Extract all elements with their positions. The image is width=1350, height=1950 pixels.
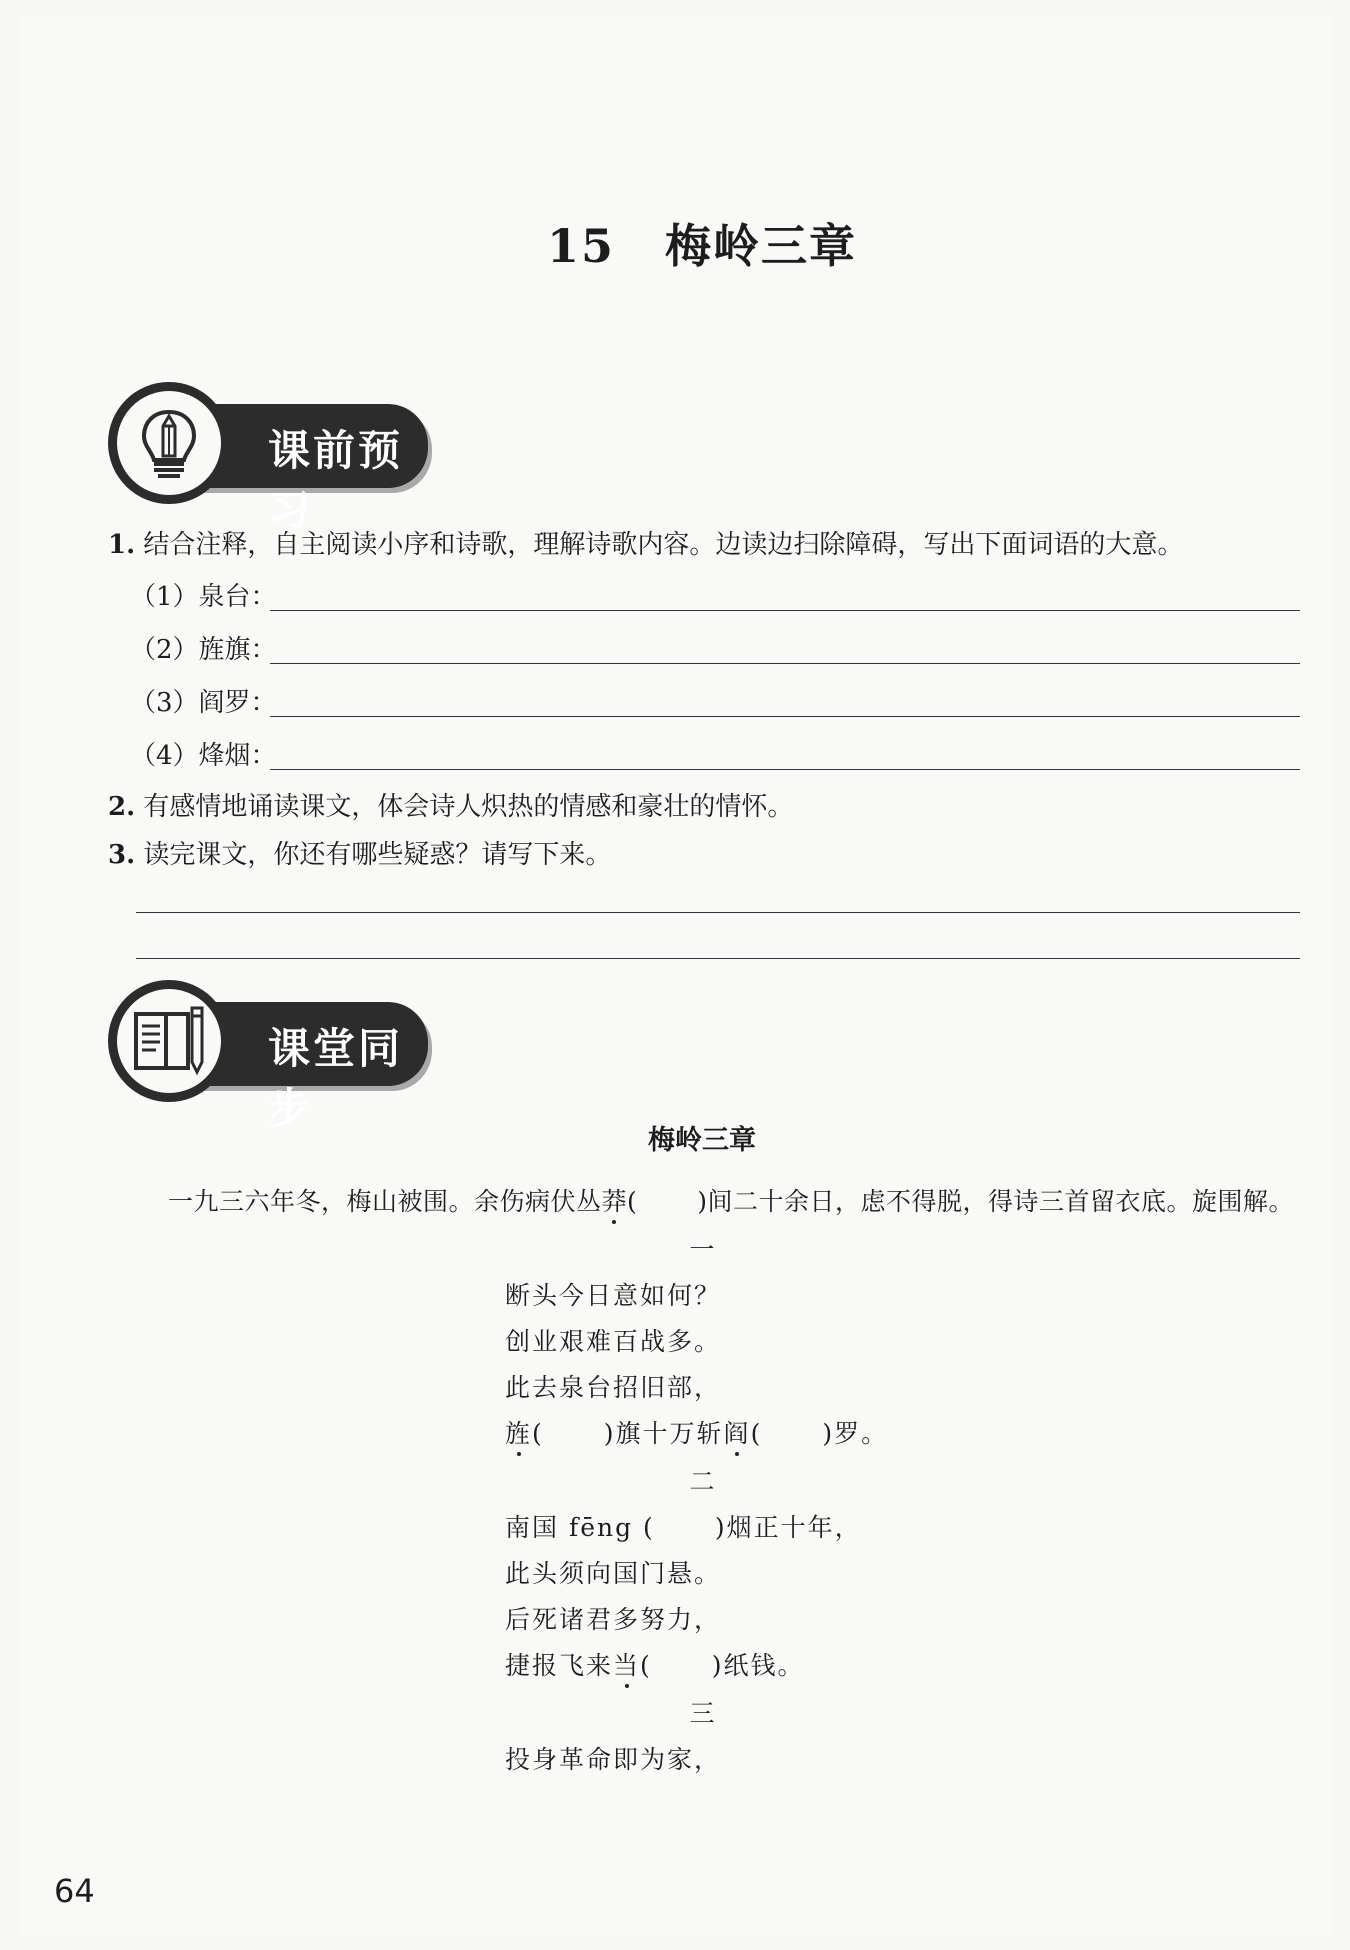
bracket: ( [750,1419,763,1448]
section-banner-preview [108,382,428,535]
stanza-number: 二 [689,1467,715,1496]
stanza-number: 三 [689,1699,715,1728]
lightbulb-pencil-icon [130,404,208,482]
verse-text: )罗。 [822,1419,889,1448]
answer-line[interactable] [136,958,1300,959]
question-text: 读完课文，你还有哪些疑惑？请写下来。 [143,840,612,870]
verse-text: )旗十万斩 [603,1419,724,1448]
bracket: ( [640,1651,652,1680]
verse-line: 创业艰难百战多。 [505,1327,722,1356]
verse-line: 后死诸君多努力， [505,1605,722,1634]
answer-line[interactable] [270,663,1300,664]
verse-line: 此去泉台招旧部， [505,1373,722,1402]
banner-disc [108,382,230,504]
answer-line[interactable] [270,610,1300,611]
vocab-item [130,735,1300,775]
poem-title: 梅岭三章 [648,1125,756,1156]
verse-text: 南国 fēng ( [505,1513,655,1542]
question-text: 有感情地诵读课文，体会诗人炽热的情感和豪壮的情怀。 [143,792,794,822]
answer-line[interactable] [136,912,1300,913]
question-text: 结合注释，自主阅读小序和诗歌，理解诗歌内容。边读边扫除障碍，写出下面词语的大意。 [143,530,1184,560]
verse-text: )纸钱。 [711,1651,805,1680]
answer-line[interactable] [270,716,1300,717]
question-number: 2. [108,792,136,822]
section-banner-class [108,980,428,1133]
dotted-char: 莽 [601,1187,628,1216]
vocab-item [130,682,1300,722]
banner-disc [108,980,230,1102]
stanza-number: 一 [689,1235,715,1264]
verse-line: 此头须向国门悬。 [505,1559,722,1588]
page-number: 64 [54,1872,95,1910]
book-pencil-icon [130,1002,208,1080]
vocab-item [130,629,1300,669]
verse-line [505,1508,862,1544]
section-label: 课前预习 [268,426,404,535]
question-2 [108,790,793,824]
vocab-label: （2）旌旗： [130,635,277,665]
dotted-char: 旌 [505,1419,533,1448]
verse-text: 捷报飞来 [505,1651,614,1680]
vocab-label: （4）烽烟： [130,741,277,771]
question-1 [108,528,1183,562]
verse-line [505,1414,888,1450]
question-3 [108,838,611,872]
vocab-item [130,576,1300,616]
verse-text: )烟正十年， [714,1513,862,1542]
dotted-char: 当 [613,1651,641,1680]
section-label: 课堂同步 [268,1024,404,1133]
bracket: ( [532,1419,544,1448]
lesson-title [0,210,1350,276]
verse-line: 断头今日意如何？ [505,1281,722,1310]
preface-text: )间二十余日，虑不得脱，得诗三首留衣底。旋围解。 [697,1187,1295,1216]
vocab-label: （3）阎罗： [130,688,277,718]
preface-text: 一九三六年冬，梅山被围。余伤病伏丛 [168,1187,602,1216]
dotted-char: 阎 [723,1419,751,1448]
vocab-label: （1）泉台： [130,582,277,612]
question-number: 1. [108,530,136,560]
bracket: ( [627,1187,638,1216]
poem-preface [168,1182,1294,1218]
question-number: 3. [108,840,136,870]
verse-line [505,1646,805,1682]
lesson-number: 15 [546,219,615,273]
lesson-name: 梅岭三章 [665,219,857,273]
answer-line[interactable] [270,769,1300,770]
verse-line: 投身革命即为家， [505,1745,722,1774]
